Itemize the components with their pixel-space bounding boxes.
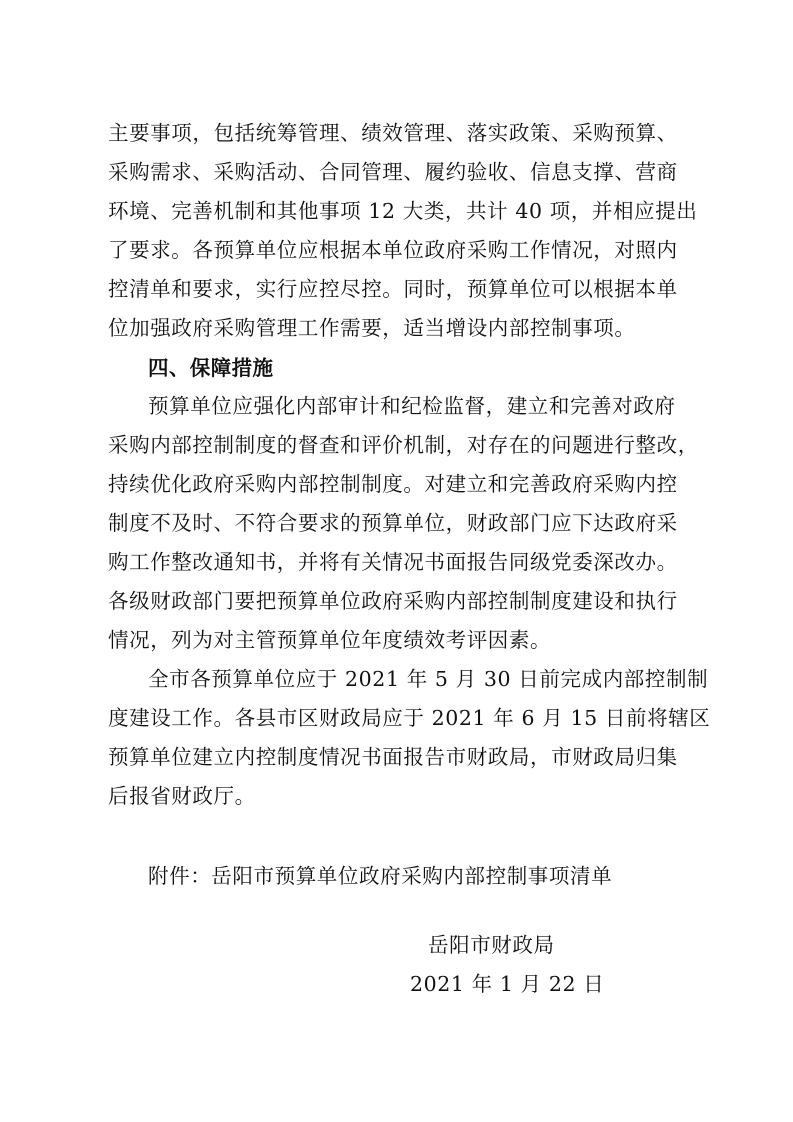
paragraph-line: 了要求。各预算单位应根据本单位政府采购工作情况，对照内 [108, 238, 678, 262]
signature-date: 2021 年 1 月 22 日 [410, 972, 605, 996]
paragraph-line: 控清单和要求，实行应控尽控。同时，预算单位可以根据本单 [108, 277, 678, 301]
paragraph-line: 预算单位建立内控制度情况书面报告市财政局，市财政局归集 [108, 745, 678, 769]
paragraph-line: 度建设工作。各县市区财政局应于 2021 年 6 月 15 日前将辖区 [108, 706, 711, 730]
paragraph-line: 采购内部控制制度的督查和评价机制，对存在的问题进行整改， [108, 433, 699, 457]
paragraph-line: 后报省财政厅。 [108, 784, 256, 808]
paragraph-line: 购工作整改通知书，并将有关情况书面报告同级党委深改办。 [108, 550, 678, 574]
section-heading: 四、保障措施 [148, 356, 274, 380]
paragraph-line: 全市各预算单位应于 2021 年 5 月 30 日前完成内部控制制 [148, 667, 709, 691]
paragraph-line: 持续优化政府采购内部控制制度。对建立和完善政府采购内控 [108, 472, 678, 496]
paragraph-line: 各级财政部门要把预算单位政府采购内部控制制度建设和执行 [108, 589, 678, 613]
paragraph-line: 采购需求、采购活动、合同管理、履约验收、信息支撑、营商 [108, 160, 678, 184]
paragraph-line: 位加强政府采购管理工作需要，适当增设内部控制事项。 [108, 316, 636, 340]
signature-org: 岳阳市财政局 [428, 933, 555, 957]
paragraph-line: 环境、完善机制和其他事项 12 大类，共计 40 项，并相应提出 [108, 199, 698, 223]
paragraph-line: 情况，列为对主管预算单位年度绩效考评因素。 [108, 628, 552, 652]
attachment-note: 附件：岳阳市预算单位政府采购内部控制事项清单 [148, 864, 613, 888]
paragraph-line: 制度不及时、不符合要求的预算单位，财政部门应下达政府采 [108, 511, 678, 535]
paragraph-line: 主要事项，包括统筹管理、绩效管理、落实政策、采购预算、 [108, 121, 678, 145]
paragraph-line: 预算单位应强化内部审计和纪检监督，建立和完善对政府 [148, 394, 676, 418]
